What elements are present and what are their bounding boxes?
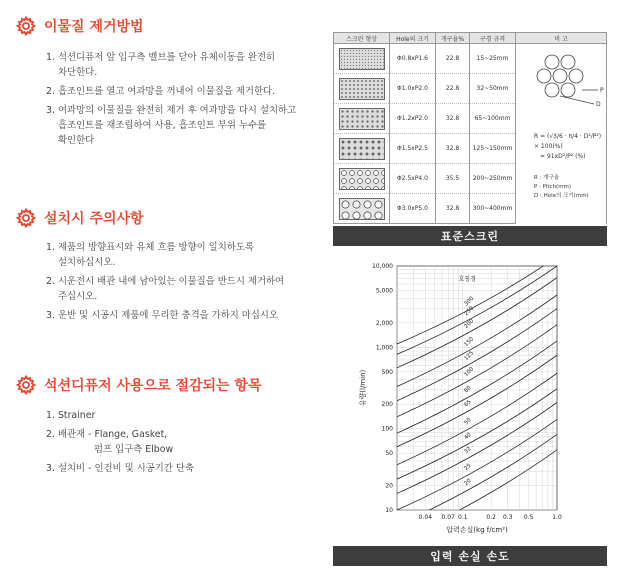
series-line [397, 402, 557, 493]
pressure-loss-caption: 입력 손실 손도 [333, 546, 607, 566]
series-line [397, 389, 557, 479]
list-item: 1. 석션디퓨저 앞 입구측 밸브를 닫아 유체이동을 완전히 차단한다. [46, 52, 276, 78]
install-cautions-list [46, 240, 284, 327]
list-item: 3. 여과망의 이물질을 완전히 제거 후 여과망을 다시 설치하고 흡조인트를 재조립하여 사용, 흡조인트 부위 누수를 확인한다 [46, 105, 297, 146]
y-tick-label: 200 [381, 401, 393, 409]
series-label: 65 [463, 399, 473, 409]
table-row: Φ3.0xP5.0 32.8 300~400mm [334, 194, 607, 224]
standard-screen-caption: 표준스크린 [333, 226, 607, 246]
y-tick-label: 10 [385, 507, 393, 514]
y-tick-label: 500 [381, 368, 393, 376]
savings-list [46, 408, 194, 480]
gear-icon [16, 208, 36, 228]
screen-pattern-swatch [339, 168, 385, 190]
list-item: 2. 흡조인트를 열고 여과망을 꺼내어 이물질을 제거한다. [46, 86, 276, 97]
screen-pattern-swatch [339, 138, 385, 160]
table-row: Φ2.5xP4.0 35.5 200~250mm [334, 164, 607, 194]
series-label: 150 [463, 336, 476, 349]
screen-spec-table [333, 32, 607, 224]
table-header: 구경 규격 [470, 33, 516, 44]
screen-pattern-swatch [339, 108, 385, 130]
section-title: 석션디퓨저 사용으로 절감되는 항목 [44, 378, 262, 394]
plot-frame [397, 266, 557, 510]
series-line [397, 355, 557, 446]
x-axis-label: 압력손실(kg f/cm²) [446, 526, 508, 534]
x-tick-label: 0.2 [486, 514, 496, 521]
y-tick-label: 100 [381, 425, 393, 433]
section-header-savings [16, 375, 261, 395]
section-header-install [16, 208, 144, 228]
table-row: Φ1.5xP2.5 32.8 125~150mm [334, 134, 607, 164]
list-item: 2. 배관재 - Flange, Gasket, 펌프 입구측 Elbow [46, 429, 174, 455]
section-title: 설치시 주의사항 [44, 211, 144, 227]
series-label: 20 [463, 477, 473, 488]
screen-pattern-swatch [339, 78, 385, 100]
section-header-removal [16, 16, 144, 36]
section-title: 이물질 제거방법 [44, 19, 144, 35]
x-tick-label: 0.5 [523, 514, 534, 521]
removal-steps-list [46, 50, 296, 152]
series-label: 100 [463, 366, 476, 379]
y-tick-label: 1,000 [375, 344, 393, 352]
series-label: 40 [463, 431, 473, 442]
chart-grid [397, 266, 557, 510]
gear-icon [16, 16, 36, 36]
formula-notes: R : 개구율 P : Pitch(mm) D : Hole의 크기(mm) [534, 175, 589, 199]
series-line [397, 325, 557, 417]
x-tick-label: 0.04 [418, 514, 433, 521]
pressure-loss-chart [335, 248, 625, 538]
series-label: 250 [463, 305, 476, 318]
list-item: 1. 제품의 방향표시와 유체 흐름 방향이 일치하도록 설치하십시오. [46, 242, 254, 268]
series-label: 32 [463, 445, 473, 456]
y-tick-label: 10,000 [372, 263, 393, 270]
series-label: 300 [463, 295, 476, 308]
table-header: 비 고 [516, 33, 607, 44]
series-label: 호칭경 [458, 276, 476, 284]
series-line [397, 309, 557, 401]
chart-series [397, 257, 557, 538]
list-item: 1. Strainer [46, 410, 96, 421]
series-label: 80 [463, 385, 473, 395]
table-header: 개구율% [436, 33, 470, 44]
y-tick-label: 20 [385, 482, 393, 490]
list-item: 3. 운반 및 시공시 제품에 무리한 충격을 가하지 마십시오 [46, 310, 279, 321]
x-tick-label: 0.3 [502, 514, 513, 521]
series-label: 25 [463, 462, 473, 472]
list-item: 3. 설치비 - 인건비 및 시공기간 단축 [46, 463, 194, 474]
series-label: 200 [463, 318, 476, 330]
series-label: 125 [463, 350, 476, 362]
y-tick-label: 50 [385, 450, 393, 458]
hole-pitch-diagram [522, 48, 612, 118]
svg-text:D: D [596, 101, 601, 108]
table-row: Φ0.8xP1.6 22.8 15~25mm P D R = (√3/6 · π/4 · D²/P²) × 100(%) = 91xD²/P² (%) R : 개구율 P : Pitch(mm) D : Hole의 크기(mm) [334, 44, 607, 74]
x-tick-label: 0.07 [441, 514, 455, 521]
series-line [397, 450, 557, 538]
series-line [397, 431, 557, 525]
screen-pattern-swatch [339, 198, 385, 220]
table-header: 스크린 형상 [334, 33, 390, 44]
x-tick-label: 0.1 [458, 514, 468, 521]
table-header-row [334, 33, 607, 44]
series-label: 50 [463, 417, 473, 427]
remarks-cell [516, 44, 607, 224]
gear-icon [16, 375, 36, 395]
x-tick-label: 1.0 [552, 514, 562, 521]
table-row: Φ1.0xP2.0 22.8 32~50mm [334, 74, 607, 104]
y-tick-label: 5,000 [375, 287, 393, 295]
table-row: Φ1.2xP2.0 32.8 65~100mm [334, 104, 607, 134]
table-header: Hole의 크기 [390, 33, 436, 44]
open-ratio-formula: R = (√3/6 · π/4 · D²/P²) × 100(%) = 91xD²/P² (%) [534, 133, 602, 160]
y-tick-label: 2,000 [375, 319, 393, 327]
series-line [397, 419, 557, 510]
list-item: 2. 시운전시 배관 내에 남아있는 이물질을 반드시 제거하여 주십시오. [46, 276, 285, 302]
screen-pattern-swatch [339, 48, 385, 70]
svg-text:P: P [600, 87, 604, 94]
y-axis-label: 유량(l/min) [359, 369, 367, 407]
